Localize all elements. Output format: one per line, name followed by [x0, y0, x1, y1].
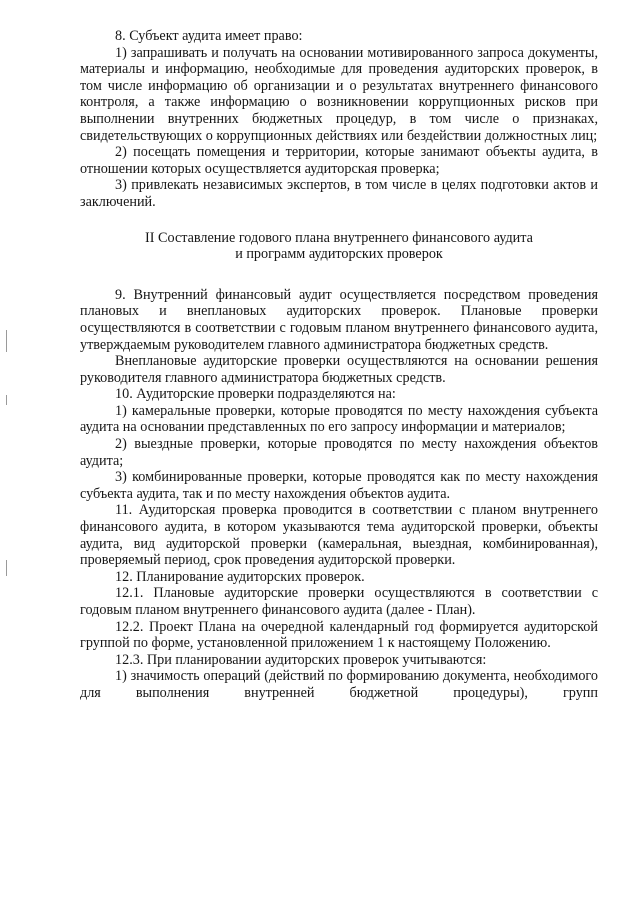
paragraph-10-item-3: 3) комбинированные проверки, которые проводятся как по месту нахождения субъекта аудита, так и по месту нахождения объектов аудита. — [80, 469, 598, 502]
paragraph-12-2: 12.2. Проект Плана на очередной календарный год формируется аудиторской группой по форме, установленной приложением 1 к настоящему Положению. — [80, 618, 598, 652]
paragraph-12-1: 12.1. Плановые аудиторские проверки осуществляются в соответствии с годовым планом внутреннего финансового аудита (далее - План). — [80, 585, 598, 618]
scan-margin-mark — [6, 560, 7, 576]
section8-item-3: 3) привлекать независимых экспертов, в том числе в целях подготовки актов и заключений. — [80, 177, 598, 210]
scan-margin-mark — [6, 395, 7, 405]
paragraph-10-item-2: 2) выездные проверки, которые проводятся по месту нахождения объектов аудита; — [80, 436, 598, 469]
paragraph-11: 11. Аудиторская проверка проводится в соответствии с планом внутреннего финансового аудита, в котором указываются тема аудиторской проверки, объекты аудита, вид аудиторской проверки (камеральная, выездная, комбинированная), проверяемый период, срок проведения аудиторской проверки. — [80, 502, 598, 569]
section-heading-line1: II Составление годового плана внутреннего финансового аудита — [145, 229, 533, 246]
paragraph-9: 9. Внутренний финансовый аудит осуществляется посредством проведения плановых и внеплановых аудиторских проверок. Плановые проверки осуществляются в соответствии с годовым планом внутреннего финансового аудита, утверждаемым руководителем главного администратора бюджетных средств. — [80, 286, 598, 353]
paragraph-9-unplanned: Внеплановые аудиторские проверки осуществляются на основании решения руководителя главного администратора бюджетных средств. — [80, 353, 598, 386]
paragraph-10: 10. Аудиторские проверки подразделяются на: — [115, 386, 396, 403]
section-heading-line2: и программ аудиторских проверок — [235, 246, 443, 263]
paragraph-12-3-item-1: 1) значимость операций (действий по формированию документа, необходимого для выполнения внутренней бюджетной процедуры), групп — [80, 668, 598, 701]
section8-intro: 8. Субъект аудита имеет право: — [115, 28, 303, 44]
scan-margin-mark — [6, 330, 7, 352]
section8-item-1: 1) запрашивать и получать на основании мотивированного запроса документы, материалы и информацию, необходимые для проведения аудиторских проверок, в том числе информацию об организации и о результатах внутреннего финансового контроля, а также информацию о возникновении коррупционных рисков при выполнении внутренних бюджетных процедур, в том числе о признаках, свидетельствующих о коррупционных действиях или бездействии должностных лиц; — [80, 44, 598, 144]
section-heading — [80, 230, 598, 263]
paragraph-10-item-1: 1) камеральные проверки, которые проводятся по месту нахождения субъекта аудита на основании представленных по его запросу информации и материалов; — [80, 402, 598, 436]
document-page — [80, 28, 598, 702]
paragraph-12: 12. Планирование аудиторских проверок. — [115, 568, 365, 585]
paragraph-12-3: 12.3. При планировании аудиторских проверок учитываются: — [115, 651, 487, 668]
section8-item-2: 2) посещать помещения и территории, которые занимают объекты аудита, в отношении которых осуществляется аудиторская проверка; — [80, 144, 598, 177]
